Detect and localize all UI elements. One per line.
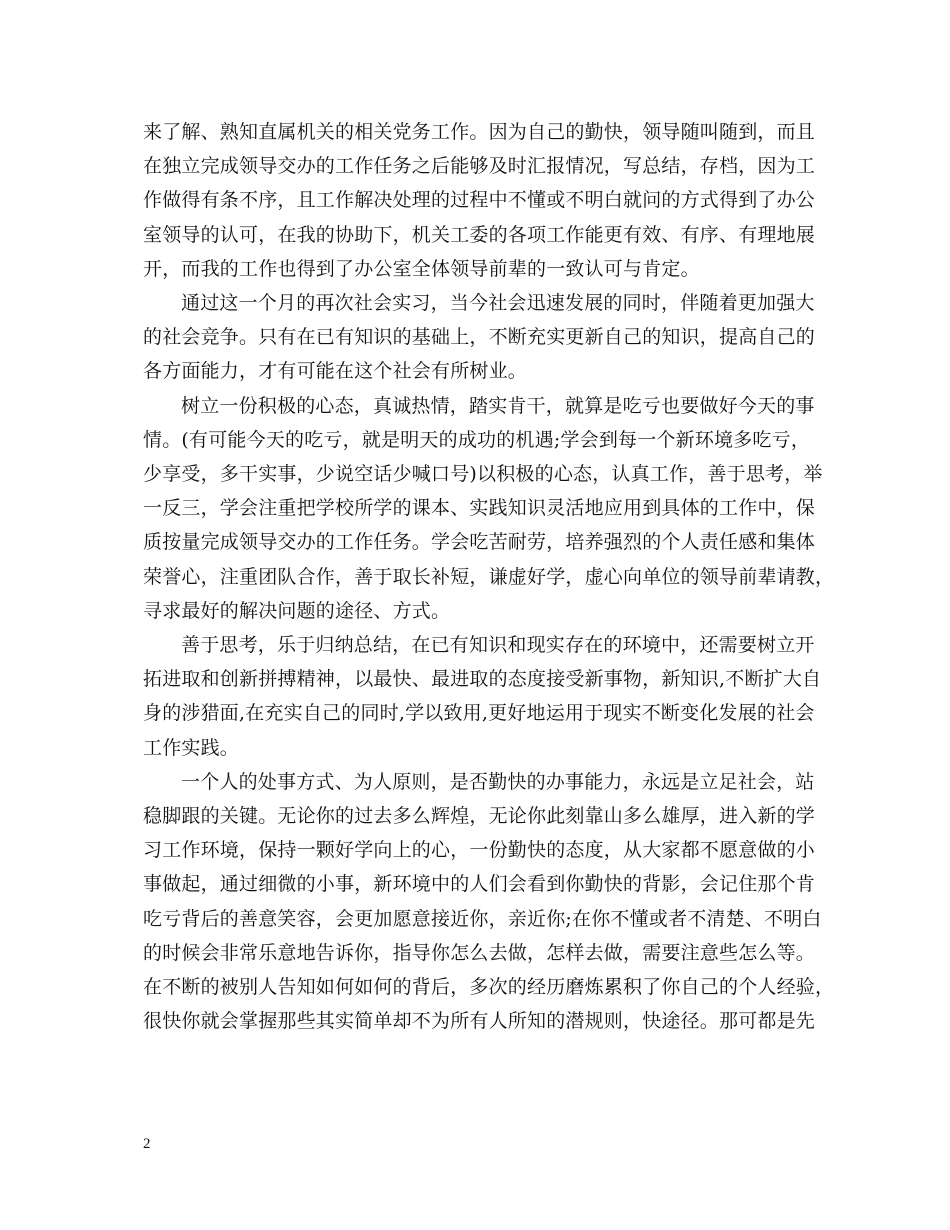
- text-line: 通过这一个月的再次社会实习，当今社会迅速发展的同时，伴随着更加强大: [181, 292, 815, 315]
- text-line: 在不断的被别人告知如何如何的背后，多次的经历磨炼累积了你自己的个人经验，: [143, 976, 835, 999]
- text-line: 身的涉猎面,在充实自己的同时,学以致用,更好地运用于现实不断变化发展的社会: [143, 702, 815, 725]
- text-line: 稳脚跟的关键。无论你的过去多么辉煌，无论你此刻靠山多么雄厚，进入新的学: [143, 805, 816, 828]
- text-line: 一个人的处事方式、为人原则，是否勤快的办事能力，永远是立足社会，站: [181, 770, 815, 793]
- text-line: 在独立完成领导交办的工作任务之后能够及时汇报情况，写总结，存档，因为工: [143, 155, 816, 178]
- text-line: 拓进取和创新拼搏精神，以最快、最进取的态度接受新事物，新知识,不断扩大自: [143, 668, 822, 691]
- text-line: 事做起，通过细微的小事，新环境中的人们会看到你勤快的背影，会记住那个肯: [143, 873, 816, 896]
- text-line: 树立一份积极的心态，真诚热情，踏实肯干，就算是吃亏也要做好今天的事: [181, 394, 815, 417]
- text-line: 荣誉心，注重团队合作，善于取长补短，谦虚好学，虚心向单位的领导前辈请教，: [143, 565, 835, 588]
- text-line: 工作实践。: [143, 736, 240, 759]
- text-line: 一反三，学会注重把学校所学的课本、实践知识灵活地应用到具体的工作中，保: [143, 497, 816, 520]
- document-body: [143, 115, 835, 1038]
- text-line: 室领导的认可，在我的协助下，机关工委的各项工作能更有效、有序、有理地展: [143, 223, 816, 246]
- text-line: 各方面能力，才有可能在这个社会有所树业。: [143, 360, 528, 383]
- text-line: 的社会竞争。只有在已有知识的基础上，不断充实更新自己的知识，提高自己的: [143, 326, 816, 349]
- paragraph: [143, 115, 816, 286]
- paragraph: [143, 628, 822, 765]
- text-line: 情。(有可能今天的吃亏，就是明天的成功的机遇;学会到每一个新环境多吃亏，: [143, 428, 811, 451]
- text-line: 少享受，多干实事，少说空话少喊口号)以积极的心态，认真工作，善于思考，举: [143, 463, 823, 486]
- text-line: 寻求最好的解决问题的途径、方式。: [143, 599, 451, 622]
- text-line: 善于思考，乐于归纳总结，在已有知识和现实存在的环境中，还需要树立开: [181, 634, 815, 657]
- text-line: 来了解、熟知直属机关的相关党务工作。因为自己的勤快，领导随叫随到，而且: [143, 121, 816, 143]
- paragraph: [143, 286, 816, 389]
- text-line: 很快你就会掌握那些其实简单却不为所有人所知的潜规则，快途径。那可都是先: [143, 1010, 816, 1033]
- paragraph: [143, 389, 835, 628]
- text-line: 习工作环境，保持一颗好学向上的心，一份勤快的态度，从大家都不愿意做的小: [143, 839, 816, 862]
- page-number: 2: [143, 1136, 151, 1152]
- text-line: 作做得有条不序，且工作解决处理的过程中不懂或不明白就问的方式得到了办公: [143, 189, 816, 212]
- paragraph: [143, 765, 835, 1039]
- text-line: 质按量完成领导交办的工作任务。学会吃苦耐劳，培养强烈的个人责任感和集体: [143, 531, 816, 554]
- text-line: 吃亏背后的善意笑容，会更加愿意接近你，亲近你;在你不懂或者不清楚、不明白: [143, 907, 822, 930]
- text-line: 开，而我的工作也得到了办公室全体领导前辈的一致认可与肯定。: [143, 257, 700, 280]
- text-line: 的时候会非常乐意地告诉你，指导你怎么去做，怎样去做，需要注意些怎么等。: [143, 941, 816, 964]
